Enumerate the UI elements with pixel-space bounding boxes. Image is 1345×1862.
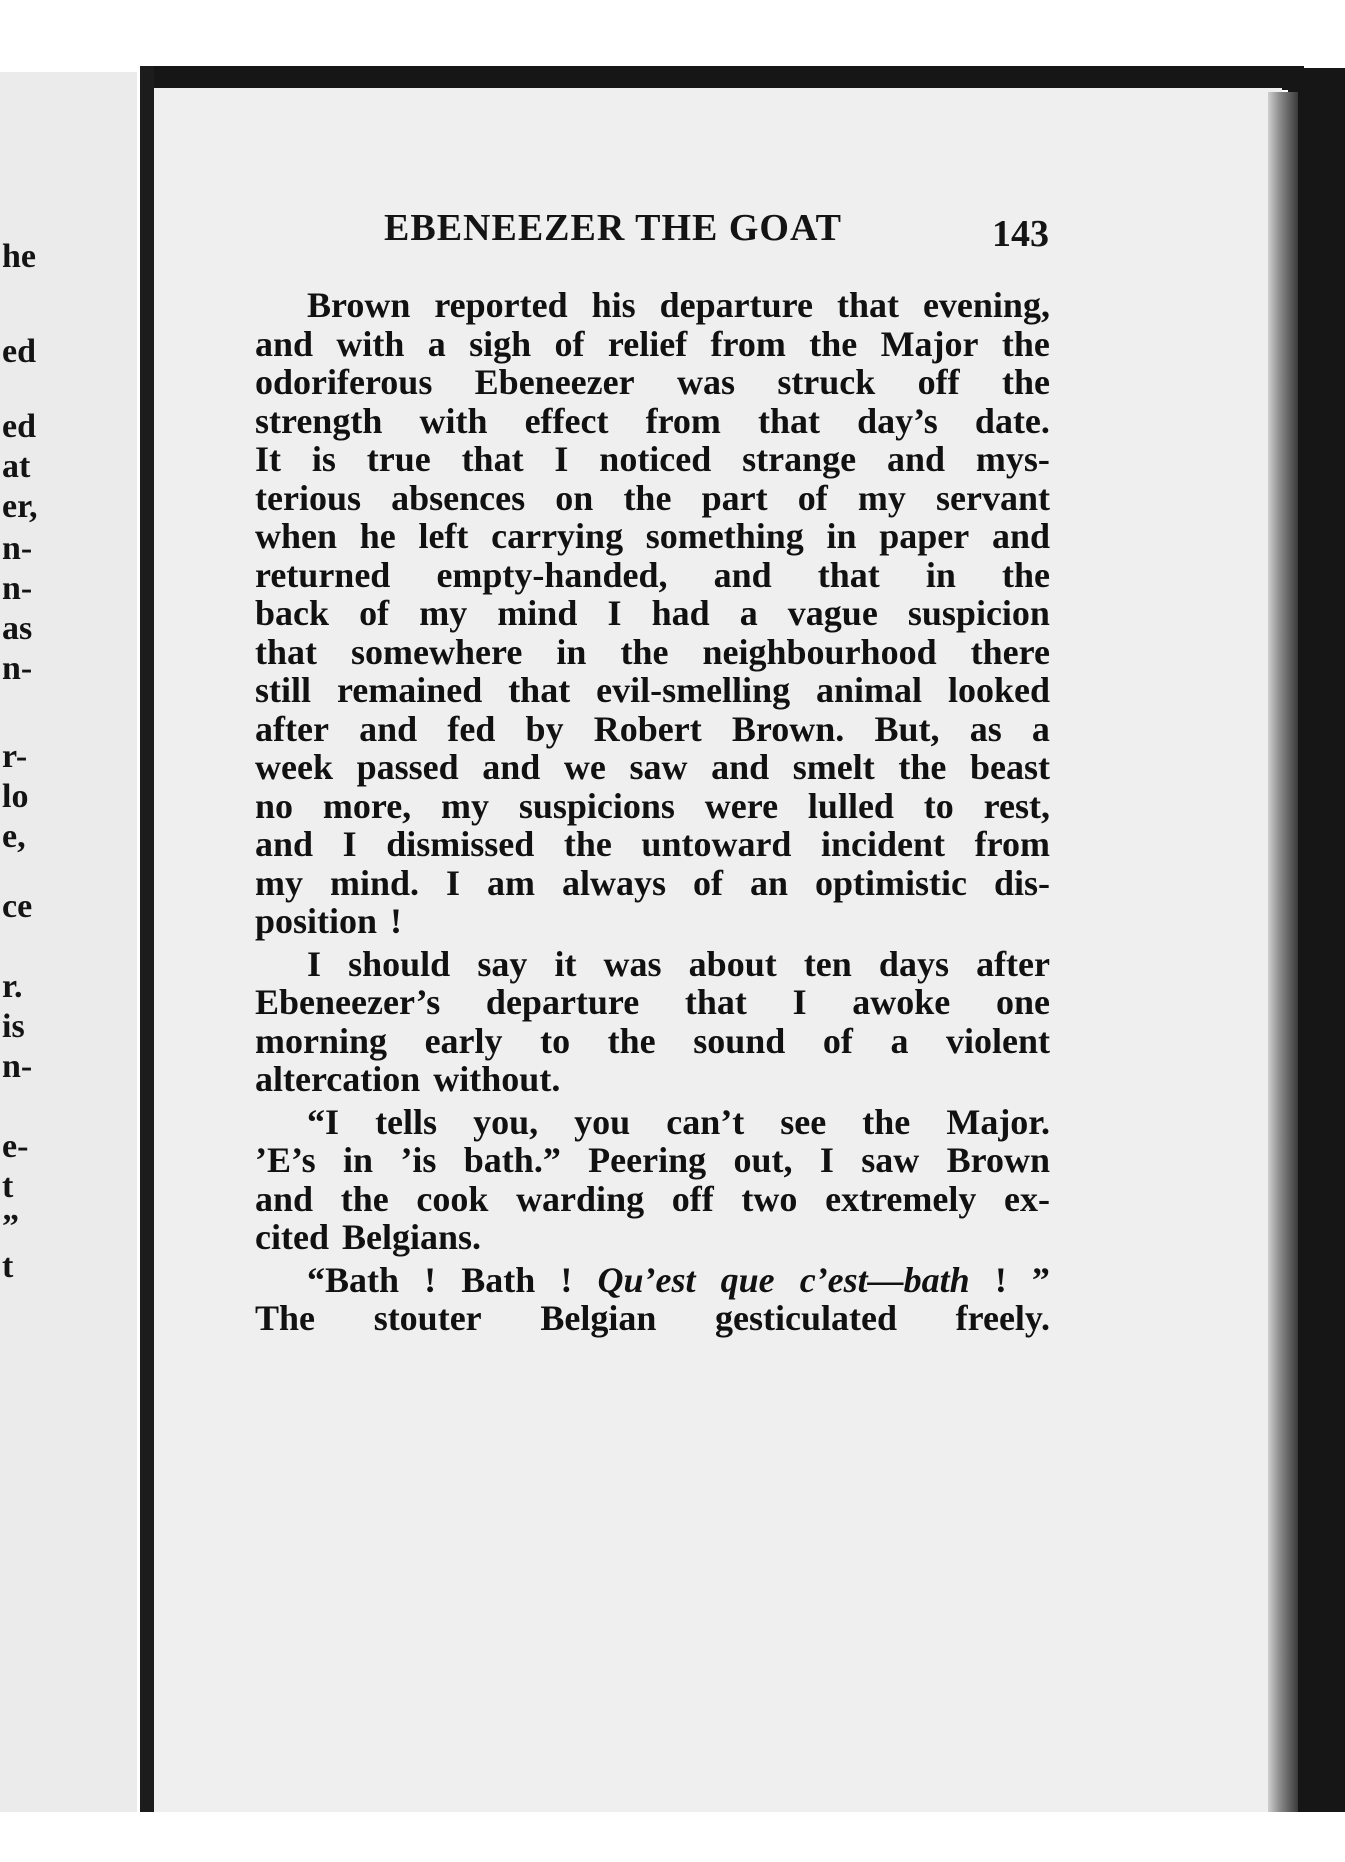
word: early xyxy=(424,1020,503,1061)
word: that xyxy=(758,400,821,441)
word: mind xyxy=(497,593,578,633)
left-page-fragment: r- xyxy=(2,738,28,775)
text-line xyxy=(255,1058,1050,1100)
word: the xyxy=(862,1101,911,1142)
word: Bath xyxy=(461,1259,536,1300)
word: about xyxy=(688,943,777,984)
scan-border-top xyxy=(154,66,1304,90)
word: by xyxy=(525,708,564,749)
word: tells xyxy=(375,1101,438,1142)
word: I xyxy=(607,593,622,633)
word: of xyxy=(359,593,390,633)
word: my xyxy=(441,785,490,826)
word: departure xyxy=(485,982,640,1022)
word: in xyxy=(556,631,587,672)
word: strange xyxy=(742,439,857,479)
word: carrying xyxy=(491,516,624,556)
word: ten xyxy=(803,943,852,984)
word: Qu’est xyxy=(597,1259,696,1300)
text-line xyxy=(255,669,1050,711)
text-line xyxy=(255,943,1050,985)
word: days xyxy=(878,943,949,984)
word: from xyxy=(645,400,721,441)
word: suspicion xyxy=(907,593,1050,633)
word: the xyxy=(898,747,947,787)
word: with xyxy=(336,323,405,364)
text-line xyxy=(255,284,1050,326)
left-page-fragment: e, xyxy=(2,818,26,855)
text-line xyxy=(255,785,1050,827)
word: you xyxy=(574,1101,631,1142)
word: you, xyxy=(473,1101,539,1142)
text-line xyxy=(255,1216,1050,1258)
word: left xyxy=(418,516,469,556)
word: from xyxy=(710,323,786,364)
word: when xyxy=(255,516,338,556)
text-line xyxy=(255,1101,1050,1143)
text-line xyxy=(255,900,1050,942)
word: remained xyxy=(336,670,483,710)
left-page-fragment: er, xyxy=(2,488,38,525)
word: sigh xyxy=(469,323,532,364)
word: and xyxy=(255,1178,314,1219)
word: week xyxy=(255,747,333,787)
left-page-fragment: as xyxy=(2,610,33,647)
word: ! xyxy=(390,901,403,941)
page-number: 143 xyxy=(992,213,1049,255)
word: extremely xyxy=(825,1178,977,1219)
word: neighbourhood xyxy=(702,631,937,672)
word: in xyxy=(826,516,857,556)
word: vague xyxy=(787,593,878,633)
word: bath.” xyxy=(463,1140,561,1180)
word: beast xyxy=(969,747,1050,787)
word: and xyxy=(711,747,770,787)
word: empty-handed, xyxy=(436,554,668,595)
word: a xyxy=(427,323,446,364)
word: an xyxy=(749,862,789,903)
text-line xyxy=(255,631,1050,673)
word: suspicions xyxy=(518,785,675,826)
word: day’s xyxy=(857,400,938,441)
text-line xyxy=(255,323,1050,365)
word: on xyxy=(555,477,594,518)
text-line xyxy=(255,1297,1050,1339)
word: untoward xyxy=(641,824,792,864)
word: Robert xyxy=(593,708,702,749)
word: that xyxy=(817,554,880,595)
word: the xyxy=(809,323,858,364)
word: I xyxy=(342,824,357,864)
text-line xyxy=(255,708,1050,750)
word: the xyxy=(563,824,612,864)
word: ! xyxy=(424,1259,437,1300)
left-page-fragment: n- xyxy=(2,530,33,567)
word: can’t xyxy=(666,1101,745,1142)
word: more, xyxy=(322,785,412,826)
word: “I xyxy=(307,1101,340,1142)
left-page-fragment: is xyxy=(2,1008,25,1045)
word: noticed xyxy=(599,439,712,479)
left-page-fragment: n- xyxy=(2,1048,33,1085)
word: Brown xyxy=(307,285,411,325)
word: saw xyxy=(629,747,688,787)
word: should xyxy=(348,943,451,984)
word: morning xyxy=(255,1020,388,1061)
word: freely. xyxy=(955,1298,1050,1338)
word: Peering xyxy=(588,1140,707,1180)
word: dismissed xyxy=(386,824,535,864)
word: of xyxy=(822,1020,853,1061)
word: see xyxy=(780,1101,827,1142)
word: paper xyxy=(879,516,970,556)
word: ” xyxy=(1031,1259,1050,1300)
left-page-fragment: ” xyxy=(2,1208,19,1245)
word: Belgians. xyxy=(341,1217,481,1257)
left-page-fragment: ed xyxy=(2,408,36,445)
left-page-fragment: r. xyxy=(2,968,23,1005)
word: animal xyxy=(816,670,923,710)
word: I xyxy=(792,982,807,1022)
text-line xyxy=(255,823,1050,865)
text-line xyxy=(255,981,1050,1023)
word: after xyxy=(976,943,1050,984)
word: his xyxy=(591,285,636,325)
word: one xyxy=(995,982,1050,1022)
word: without. xyxy=(433,1059,561,1099)
word: servant xyxy=(936,477,1050,518)
word: say xyxy=(477,943,528,984)
text-line xyxy=(255,477,1050,519)
word: as xyxy=(969,708,1002,749)
word: relief xyxy=(607,323,688,364)
word: cited xyxy=(255,1217,329,1257)
word: rest, xyxy=(983,785,1050,826)
word: part xyxy=(701,477,768,518)
word: gesticulated xyxy=(715,1298,897,1338)
word: the xyxy=(1001,323,1050,364)
word: and xyxy=(482,747,541,787)
word: no xyxy=(255,785,294,826)
word: Belgian xyxy=(540,1298,657,1338)
word: in xyxy=(343,1140,374,1180)
word: and xyxy=(255,824,314,864)
word: absences xyxy=(391,477,526,518)
left-page-fragment: t xyxy=(2,1168,14,1205)
word: Major. xyxy=(946,1101,1050,1142)
word: struck xyxy=(777,362,876,402)
word: that xyxy=(508,670,571,710)
word: that xyxy=(255,631,317,672)
word: my xyxy=(255,862,303,903)
word: a xyxy=(1031,708,1050,749)
word: passed xyxy=(356,747,459,787)
text-line xyxy=(255,746,1050,788)
scan-border-bottom xyxy=(0,1812,1345,1862)
word: But, xyxy=(874,708,940,749)
word: and xyxy=(359,708,418,749)
word: am xyxy=(487,862,536,903)
word: out, xyxy=(733,1140,793,1180)
word: my xyxy=(857,477,906,518)
word: fed xyxy=(447,708,496,749)
word: to xyxy=(923,785,954,826)
text-line xyxy=(255,1259,1050,1301)
word: ! xyxy=(560,1259,573,1300)
word: departure xyxy=(659,285,813,325)
left-page-fragment: t xyxy=(2,1248,14,1285)
word: that xyxy=(684,982,747,1022)
word: and xyxy=(713,554,772,595)
word: from xyxy=(974,824,1050,864)
word: he xyxy=(359,516,396,556)
word: saw xyxy=(861,1140,920,1180)
word: a xyxy=(890,1020,909,1061)
word: que xyxy=(720,1259,775,1300)
word: c’est—bath xyxy=(799,1259,970,1300)
word: that xyxy=(836,285,899,325)
word: is xyxy=(311,439,336,479)
word: in xyxy=(925,554,956,595)
book-gutter xyxy=(140,66,154,1828)
word: we xyxy=(563,747,606,787)
word: awoke xyxy=(852,982,951,1022)
word: the xyxy=(620,631,669,672)
word: the xyxy=(340,1178,389,1219)
word: with xyxy=(419,400,488,441)
word: position xyxy=(255,901,378,941)
left-page-fragment: n- xyxy=(2,650,33,687)
word: Brown xyxy=(946,1140,1050,1180)
word: of xyxy=(797,477,828,518)
word: that xyxy=(461,439,524,479)
word: of xyxy=(693,862,723,903)
text-line xyxy=(255,515,1050,557)
word: evil-smelling xyxy=(596,670,791,710)
word: the xyxy=(1001,362,1050,402)
word: I xyxy=(307,943,322,984)
word: off xyxy=(917,362,960,402)
word: altercation xyxy=(255,1059,421,1099)
text-line xyxy=(255,361,1050,403)
word: mys- xyxy=(975,439,1050,479)
word: and xyxy=(255,323,314,364)
word: lulled xyxy=(807,785,894,826)
word: the xyxy=(607,1020,656,1061)
word: stouter xyxy=(373,1298,482,1338)
word: optimistic xyxy=(815,862,967,903)
left-page-fragment: e- xyxy=(2,1128,29,1165)
running-head: EBENEEZER THE GOAT xyxy=(384,207,842,249)
text-line xyxy=(255,400,1050,442)
left-page-fragment: he xyxy=(2,238,36,275)
word: I xyxy=(554,439,569,479)
word: and xyxy=(887,439,946,479)
word: ’E’s xyxy=(255,1140,316,1180)
word: I xyxy=(446,862,461,903)
word: was xyxy=(676,362,735,402)
left-page-fragment: n- xyxy=(2,570,33,607)
word: cook xyxy=(416,1178,489,1219)
word: were xyxy=(704,785,779,826)
word: something xyxy=(645,516,804,556)
text-line xyxy=(255,438,1050,480)
word: smelt xyxy=(792,747,875,787)
word: terious xyxy=(255,477,361,518)
word: a xyxy=(739,593,758,633)
word: odoriferous xyxy=(255,362,433,402)
word: the xyxy=(1001,554,1050,595)
word: returned xyxy=(255,554,391,595)
word: still xyxy=(255,670,312,710)
word: after xyxy=(255,708,329,749)
word: two xyxy=(741,1178,798,1219)
word: ! xyxy=(994,1259,1007,1300)
word: date. xyxy=(974,400,1050,441)
word: Ebeneezer’s xyxy=(255,982,441,1022)
word: Brown. xyxy=(731,708,845,749)
word: effect xyxy=(524,400,609,441)
word: mind. xyxy=(329,862,420,903)
word: of xyxy=(554,323,585,364)
left-page-fragment: ed xyxy=(2,333,36,370)
word: my xyxy=(419,593,468,633)
word: somewhere xyxy=(351,631,523,672)
word: Ebeneezer xyxy=(474,362,635,402)
word: ex- xyxy=(1004,1178,1050,1219)
left-page-fragment: lo xyxy=(2,778,29,815)
word: there xyxy=(970,631,1050,672)
word: ’is xyxy=(400,1140,437,1180)
text-line xyxy=(255,1020,1050,1062)
word: incident xyxy=(821,824,946,864)
left-page-text-fragments xyxy=(0,72,137,1816)
word: warding xyxy=(516,1178,645,1219)
left-facing-page xyxy=(0,72,137,1816)
text-line xyxy=(255,554,1050,596)
text-line xyxy=(255,1178,1050,1220)
word: had xyxy=(651,593,710,633)
word: back xyxy=(255,593,330,633)
text-line xyxy=(255,862,1050,904)
word: “Bath xyxy=(307,1259,400,1300)
left-page-fragment: ce xyxy=(2,888,33,925)
word: always xyxy=(562,862,667,903)
word: Major xyxy=(880,323,979,364)
word: to xyxy=(540,1020,571,1061)
word: strength xyxy=(255,400,383,441)
word: off xyxy=(671,1178,714,1219)
word: true xyxy=(366,439,431,479)
word: evening, xyxy=(922,285,1050,325)
page-edge-shadow xyxy=(1268,92,1298,1817)
word: looked xyxy=(947,670,1050,710)
left-page-fragment: at xyxy=(2,448,31,485)
word: violent xyxy=(946,1020,1050,1061)
word: It xyxy=(255,439,281,479)
word: The xyxy=(255,1298,316,1338)
text-line xyxy=(255,1139,1050,1181)
word: sound xyxy=(693,1020,786,1061)
word: it xyxy=(554,943,577,984)
word: and xyxy=(991,516,1050,556)
word: was xyxy=(603,943,662,984)
word: reported xyxy=(434,285,568,325)
word: the xyxy=(623,477,672,518)
word: dis- xyxy=(993,862,1050,903)
text-line xyxy=(255,592,1050,634)
word: I xyxy=(819,1140,834,1180)
